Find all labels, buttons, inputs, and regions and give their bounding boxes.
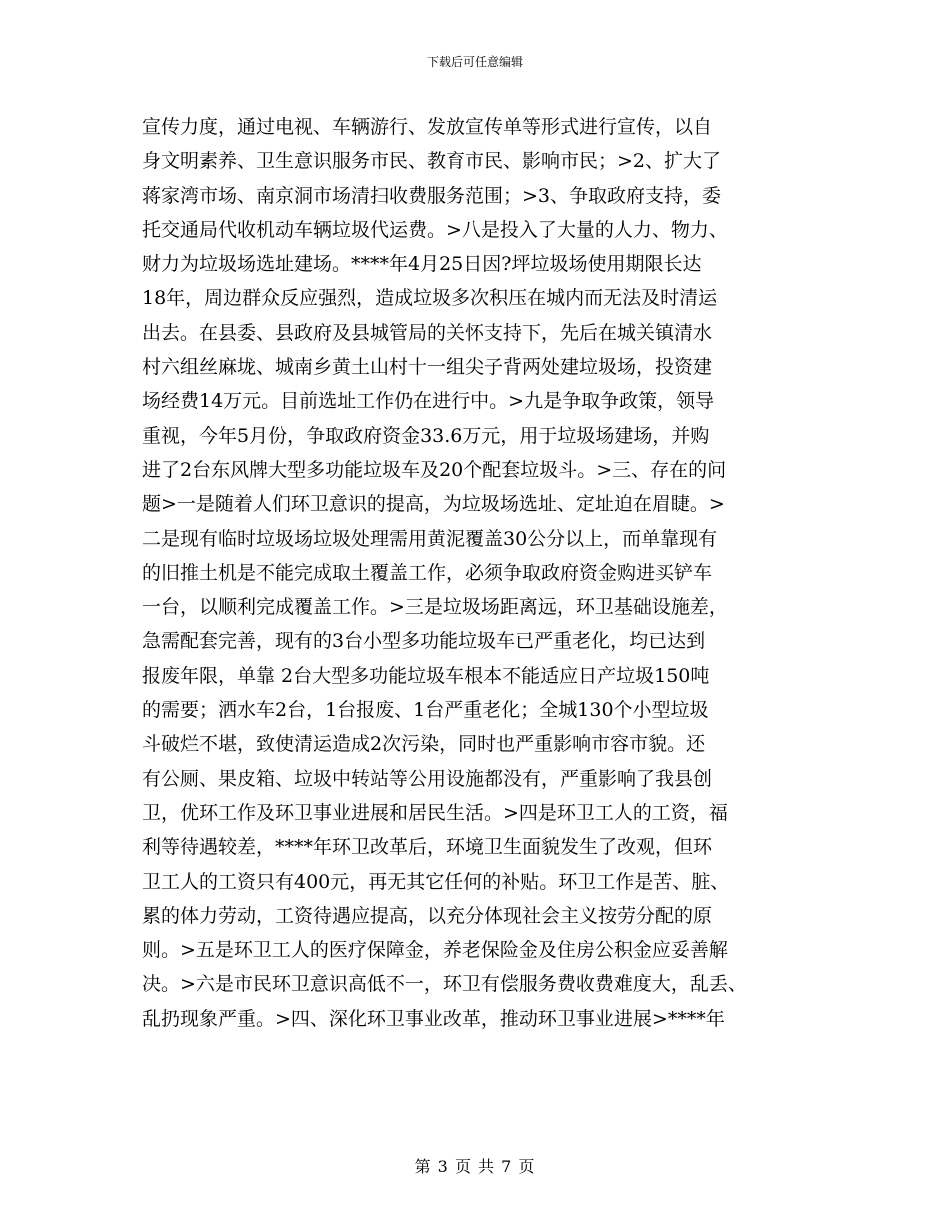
text-line-26: 决。>六是市民环卫意识高低不一，环卫有偿服务费收费难度大，乱丢、: [142, 973, 747, 996]
text-line-18: 的需要；洒水车2台，1台报废、1台严重老化；全城130个小型垃圾: [142, 699, 709, 722]
text-line-4: 托交通局代收机动车辆垃圾代运费。>八是投入了大量的人力、物力、: [142, 218, 728, 241]
page-number: 第 3 页 共 7 页: [414, 1157, 536, 1176]
text-line-17: 报废年限，单靠 2台大型多功能垃圾车根本不能适应日产垃圾150吨: [142, 664, 710, 687]
text-line-3: 蒋家湾市场、南京洞市场清扫收费服务范围；>3、争取政府支持，委: [142, 184, 722, 207]
text-line-2: 身文明素养、卫生意识服务市民、教育市民、影响市民；>2、扩大了: [142, 150, 722, 173]
text-line-14: 的旧推土机是不能完成取土覆盖工作，必须争取政府资金购进买铲车: [142, 561, 713, 584]
text-line-23: 卫工人的工资只有400元，再无其它任何的补贴。环卫工作是苦、脏、: [142, 870, 730, 893]
text-line-13: 二是现有临时垃圾场垃圾处理需用黄泥覆盖30公分以上，而单靠现有: [142, 527, 718, 550]
text-line-22: 利等待遇较差，****年环卫改革后，环境卫生面貌发生了改观，但环: [142, 836, 713, 859]
text-line-5: 财力为垃圾场选址建场。****年4月25日因?坪垃圾场使用期限长达: [142, 253, 702, 276]
text-line-20: 有公厕、果皮箱、垃圾中转站等公用设施都没有，严重影响了我县创: [142, 767, 713, 790]
text-line-16: 急需配套完善，现有的3台小型多功能垃圾车已严重老化，均已达到: [142, 630, 706, 653]
text-line-27: 乱扔现象严重。>四、深化环卫事业改革，推动环卫事业进展>****年: [142, 1007, 725, 1030]
text-line-15: 一台，以顺利完成覆盖工作。>三是垃圾场距离远，环卫基础设施差，: [142, 596, 728, 619]
text-line-24: 累的体力劳动，工资待遇应提高，以充分体现社会主义按劳分配的原: [142, 904, 713, 927]
text-line-9: 场经费14万元。目前选址工作仍在进行中。>九是争取争政策，领导: [142, 390, 715, 413]
text-line-12: 题>一是随着人们环卫意识的提高，为垃圾场选址、定址迫在眉睫。>: [142, 493, 725, 516]
text-line-7: 出去。在县委、县政府及县城管局的关怀支持下，先后在城关镇清水: [142, 321, 713, 344]
text-line-6: 18年，周边群众反应强烈，造成垃圾多次积压在城内而无法及时清运: [142, 287, 718, 310]
text-line-19: 斗破烂不堪，致使清运造成2次污染，同时也严重影响市容市貌。还: [142, 733, 706, 756]
text-line-8: 村六组丝麻垅、城南乡黄土山村十一组尖子背两处建垃圾场，投资建: [142, 356, 713, 379]
text-line-21: 卫，优环工作及环卫事业进展和居民生活。>四是环卫工人的工资，福: [142, 801, 728, 824]
text-line-1: 宣传力度，通过电视、车辆游行、发放宣传单等形式进行宣传，以自: [142, 116, 713, 138]
page-header-note: 下载后可任意编辑: [426, 55, 523, 69]
body-text: [142, 110, 814, 1036]
text-line-11: 进了2台东风牌大型多功能垃圾车及20个配套垃圾斗。>三、存在的问: [142, 458, 727, 481]
text-line-25: 则。>五是环卫工人的医疗保障金，养老保险金及住房公积金应妥善解: [142, 939, 728, 962]
text-line-10: 重视，今年5月份，争取政府资金33.6万元，用于垃圾场建场，并购: [142, 424, 710, 447]
